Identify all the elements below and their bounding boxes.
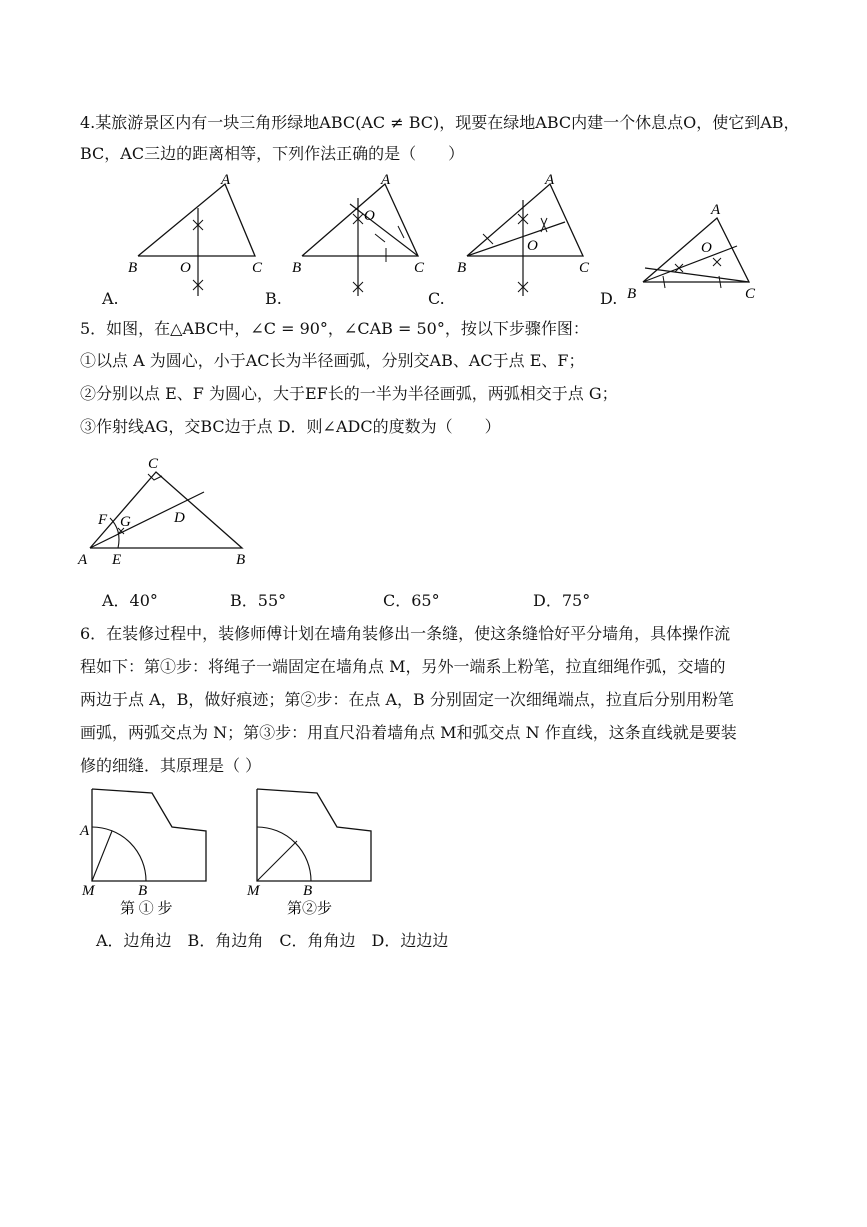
q5-step1: ①以点 A 为圆心，小于AC长为半径画弧，分别交AB、AC于点 E、F； bbox=[80, 351, 585, 370]
q4d-label-b: B bbox=[627, 286, 637, 302]
q6-stem-line4: 画弧，两弧交点为 N；第③步：用直尺沿着墙角点 M和弧交点 N 作直线，这条直线就是要装 bbox=[80, 723, 737, 742]
q5-label-b: B bbox=[236, 552, 246, 568]
q6-figure-step2 bbox=[245, 785, 385, 920]
q4b-label-b: B bbox=[292, 260, 302, 276]
q6f2-label-b: B bbox=[303, 883, 313, 899]
q4-stem-line2: BC，AC三边的距离相等，下列作法正确的是（ ） bbox=[80, 144, 465, 163]
q4-figure-a bbox=[100, 170, 280, 310]
q4-stem-line1: 4.某旅游景区内有一块三角形绿地ABC(AC ≠ BC)，现要在绿地ABC内建一个休息点O，使它到AB， bbox=[80, 113, 800, 132]
q4d-label-o: O bbox=[701, 240, 712, 256]
q6f1-label-a: A bbox=[80, 823, 90, 839]
q5-label-e: E bbox=[112, 552, 122, 568]
q6-figure-step1 bbox=[80, 785, 220, 920]
q5-option-c: C．65° bbox=[383, 591, 440, 610]
q4d-label-a: A bbox=[711, 202, 721, 218]
q4c-label-c: C bbox=[579, 260, 590, 276]
q4-option-a: A. bbox=[102, 289, 119, 308]
q4-option-c: C. bbox=[428, 289, 445, 308]
q6f1-label-m: M bbox=[82, 883, 95, 899]
q6f2-label-m: M bbox=[247, 883, 260, 899]
q5-option-d: D．75° bbox=[533, 591, 591, 610]
q4d-label-c: C bbox=[745, 286, 756, 302]
q6-options: A．边角边 B．角边角 C．角角边 D．边边边 bbox=[96, 931, 449, 950]
q5-label-d: D bbox=[174, 510, 185, 526]
q5-option-b: B．55° bbox=[230, 591, 287, 610]
q4c-label-b: B bbox=[457, 260, 467, 276]
q5-label-c: C bbox=[148, 456, 159, 472]
q4a-label-b: B bbox=[128, 260, 138, 276]
q4a-label-c: C bbox=[252, 260, 263, 276]
q6-stem-line3: 两边于点 A，B，做好痕迹；第②步：在点 A，B 分别固定一次细绳端点，拉直后分别用粉笔 bbox=[80, 690, 734, 709]
q6-fig2-caption: 第②步 bbox=[287, 901, 333, 917]
q6-fig1-caption: 第 ① 步 bbox=[120, 901, 173, 917]
q5-step3: ③作射线AG，交BC边于点 D．则∠ADC的度数为（ ） bbox=[80, 417, 501, 436]
q5-figure bbox=[76, 452, 276, 577]
q4a-label-a: A bbox=[221, 172, 231, 188]
q4-figure-b bbox=[290, 170, 440, 310]
q5-stem-line1: 5．如图，在△ABC中，∠C = 90°，∠CAB = 50°，按以下步骤作图： bbox=[80, 319, 589, 338]
q4-option-d: D. bbox=[600, 289, 618, 308]
q4c-label-a: A bbox=[545, 172, 555, 188]
q4a-label-o: O bbox=[180, 260, 191, 276]
q6-stem-line5: 修的细缝．其原理是（ ） bbox=[80, 756, 262, 775]
q5-option-a: A．40° bbox=[102, 591, 158, 610]
q5-label-g: G bbox=[120, 514, 131, 530]
q4b-label-c: C bbox=[414, 260, 425, 276]
q4c-label-o: O bbox=[527, 238, 538, 254]
q5-label-f: F bbox=[98, 512, 108, 528]
q6-stem-line2: 程如下：第①步：将绳子一端固定在墙角点 M，另外一端系上粉笔，拉直细绳作弧，交墙的 bbox=[80, 657, 726, 676]
q5-step2: ②分别以点 E、F 为圆心，大于EF长的一半为半径画弧，两弧相交于点 G； bbox=[80, 384, 618, 403]
q4-figure-d bbox=[625, 200, 765, 310]
q4-figure-c bbox=[455, 170, 605, 310]
q6-stem-line1: 6．在装修过程中，装修师傅计划在墙角装修出一条缝，使这条缝恰好平分墙角，具体操作流 bbox=[80, 624, 731, 643]
q5-label-a: A bbox=[78, 552, 88, 568]
q4b-label-o: O bbox=[364, 208, 375, 224]
q6f1-label-b: B bbox=[138, 883, 148, 899]
q4-option-b: B. bbox=[265, 289, 282, 308]
q4b-label-a: A bbox=[381, 172, 391, 188]
